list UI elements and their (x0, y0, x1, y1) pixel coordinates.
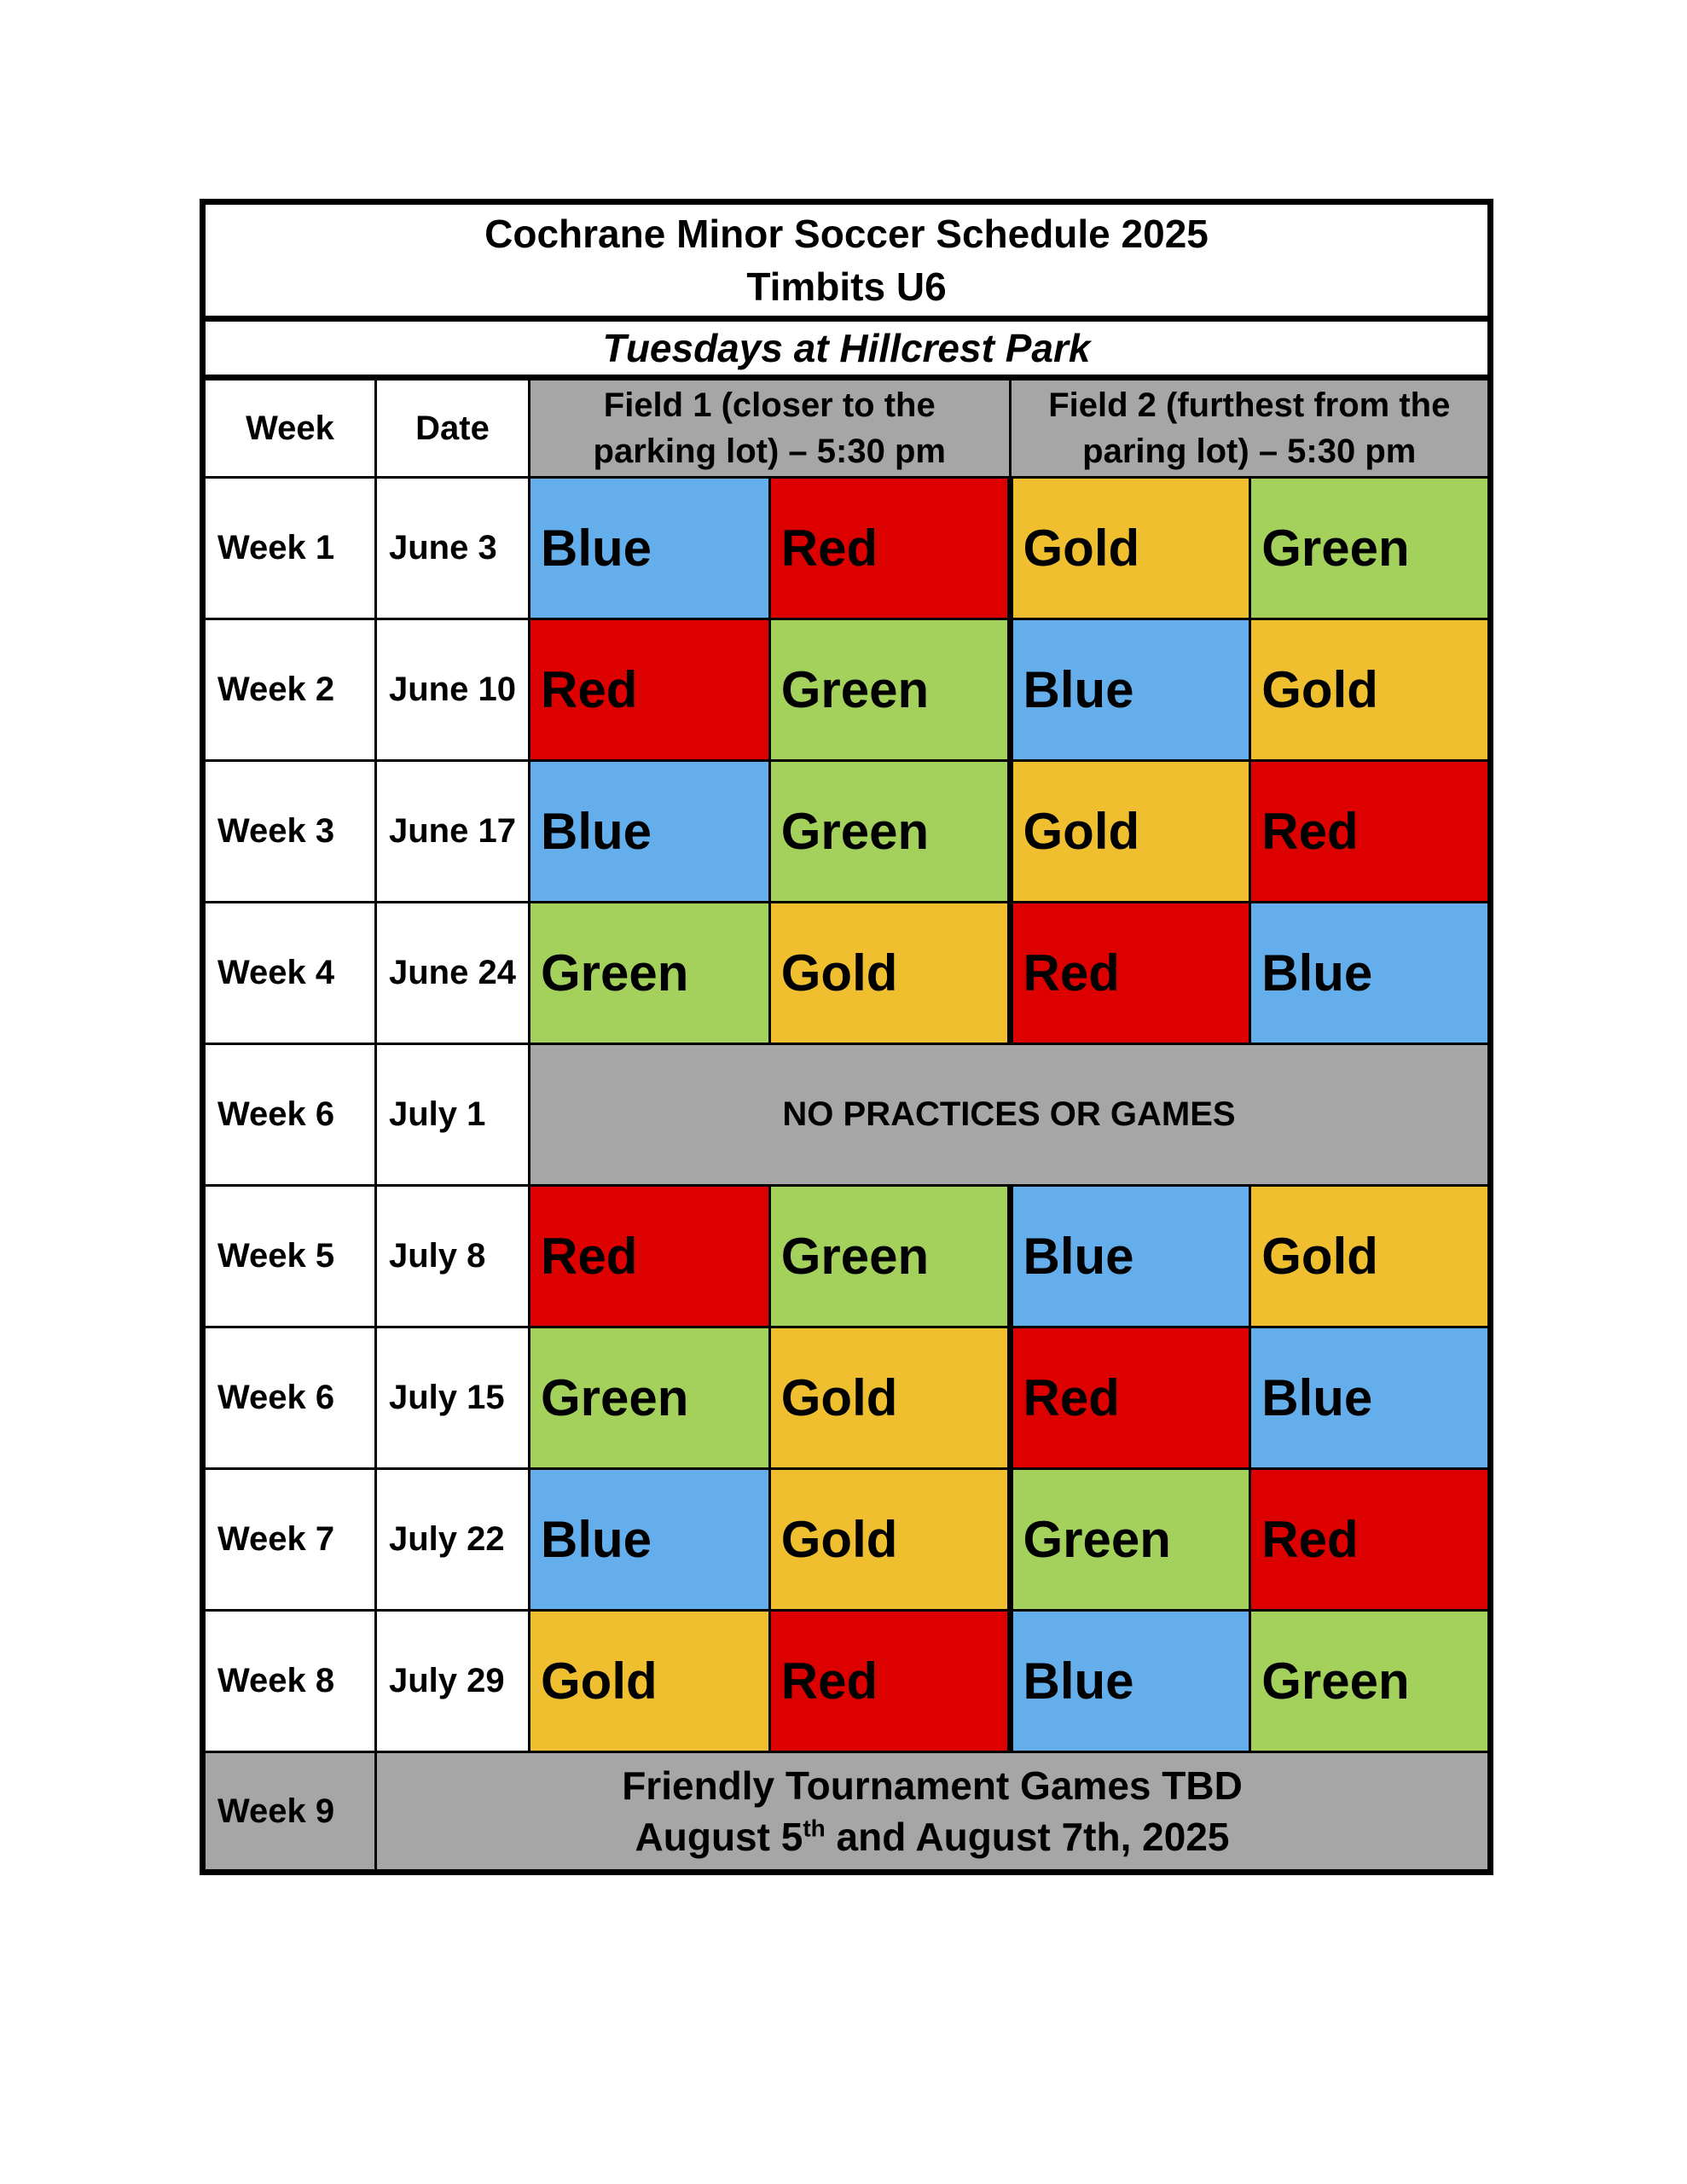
schedule-title (203, 202, 1491, 319)
schedule-row (203, 761, 1491, 903)
date-label: July 29 (376, 1611, 530, 1752)
team-cell: Green (530, 903, 770, 1044)
tournament-date-1-suffix: th (803, 1815, 826, 1842)
title-line-1: Cochrane Minor Soccer Schedule 2025 (484, 212, 1209, 256)
header-field-2-line-2: paring lot) – 5:30 pm (1082, 433, 1417, 470)
team-cell: Red (1250, 1469, 1491, 1611)
team-cell: Green (1250, 1611, 1491, 1752)
header-field-1-line-2: parking lot) – 5:30 pm (593, 433, 946, 470)
team-cell: Red (769, 1611, 1010, 1752)
date-label: July 15 (376, 1327, 530, 1469)
tournament-date-1: August 5 (635, 1815, 803, 1859)
schedule-table (200, 199, 1493, 1875)
date-label: July 8 (376, 1186, 530, 1327)
header-field-2-line-1: Field 2 (furthest from the (1048, 386, 1451, 424)
header-field-1 (530, 378, 1011, 478)
header-field-1-line-1: Field 1 (closer to the (603, 386, 936, 424)
team-cell: Green (769, 1186, 1010, 1327)
team-cell: Gold (769, 1469, 1010, 1611)
team-cell: Red (1250, 761, 1491, 903)
title-line-2: Timbits U6 (746, 264, 947, 309)
team-cell: Gold (530, 1611, 770, 1752)
date-label: July 22 (376, 1469, 530, 1611)
team-cell: Blue (1010, 1611, 1250, 1752)
team-cell: Blue (1250, 1327, 1491, 1469)
schedule-row (203, 1469, 1491, 1611)
tournament-line-1: Friendly Tournament Games TBD (622, 1763, 1243, 1808)
week-label: Week 8 (203, 1611, 376, 1752)
team-cell: Red (769, 478, 1010, 619)
team-cell: Gold (769, 1327, 1010, 1469)
team-cell: Green (769, 619, 1010, 761)
team-cell: Green (530, 1327, 770, 1469)
team-cell: Red (1010, 903, 1250, 1044)
week-label: Week 3 (203, 761, 376, 903)
date-label: June 3 (376, 478, 530, 619)
team-cell: Blue (530, 1469, 770, 1611)
team-cell: Red (530, 1186, 770, 1327)
no-practice-note: NO PRACTICES OR GAMES (530, 1044, 1491, 1186)
team-cell: Green (769, 761, 1010, 903)
team-cell: Blue (530, 478, 770, 619)
date-label: July 1 (376, 1044, 530, 1186)
team-cell: Blue (1010, 619, 1250, 761)
week-label: Week 4 (203, 903, 376, 1044)
team-cell: Gold (769, 903, 1010, 1044)
tournament-line-2 (377, 1811, 1487, 1862)
schedule-row (203, 1044, 1491, 1186)
date-label: June 24 (376, 903, 530, 1044)
schedule-row (203, 478, 1491, 619)
team-cell: Red (530, 619, 770, 761)
team-cell: Gold (1250, 619, 1491, 761)
week-label: Week 6 (203, 1327, 376, 1469)
team-cell: Blue (1250, 903, 1491, 1044)
date-label: June 10 (376, 619, 530, 761)
team-cell: Green (1250, 478, 1491, 619)
week-label: Week 5 (203, 1186, 376, 1327)
week-label: Week 1 (203, 478, 376, 619)
team-cell: Green (1010, 1469, 1250, 1611)
date-label: June 17 (376, 761, 530, 903)
schedule-row (203, 1611, 1491, 1752)
header-date: Date (376, 378, 530, 478)
schedule-row (203, 903, 1491, 1044)
week-label: Week 6 (203, 1044, 376, 1186)
schedule-row (203, 1186, 1491, 1327)
tournament-date-2: and August 7th, 2025 (825, 1815, 1230, 1859)
week-label: Week 7 (203, 1469, 376, 1611)
tournament-info (376, 1752, 1491, 1873)
team-cell: Blue (1010, 1186, 1250, 1327)
schedule-row (203, 1327, 1491, 1469)
tournament-week: Week 9 (203, 1752, 376, 1873)
header-field-2 (1010, 378, 1491, 478)
team-cell: Gold (1250, 1186, 1491, 1327)
team-cell: Gold (1010, 478, 1250, 619)
schedule-row (203, 619, 1491, 761)
team-cell: Blue (530, 761, 770, 903)
team-cell: Red (1010, 1327, 1250, 1469)
team-cell: Gold (1010, 761, 1250, 903)
header-week: Week (203, 378, 376, 478)
week-label: Week 2 (203, 619, 376, 761)
schedule-subtitle: Tuesdays at Hillcrest Park (203, 319, 1491, 378)
